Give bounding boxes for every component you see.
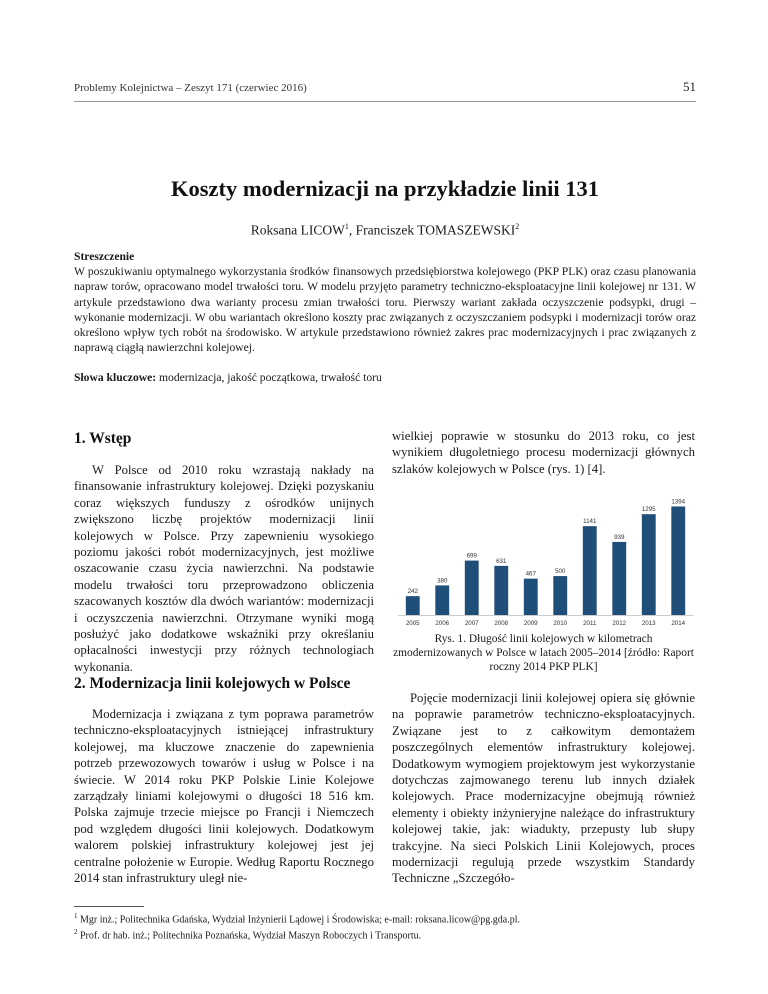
tick-label-2006: 2006 xyxy=(435,620,450,627)
tick-label-2014: 2014 xyxy=(671,620,686,627)
value-label-2013: 1295 xyxy=(641,506,656,514)
bar-2008 xyxy=(494,566,508,615)
section-1-heading: 1. Wstęp xyxy=(74,430,132,447)
authors xyxy=(74,222,696,239)
footnotes xyxy=(74,910,696,943)
footnote-1-text: Mgr inż.; Politechnika Gdańska, Wydział Inżynierii Lądowej i Środowiska; e-mail: roksana.licow@pg.gda.pl. xyxy=(77,914,520,926)
tick-label-2007: 2007 xyxy=(464,620,479,627)
section-2-heading: 2. Modernizacja linii kolejowych w Polsce xyxy=(74,675,351,692)
footnote-1-ref: 1 xyxy=(74,912,78,920)
keywords-text: modernizacja, jakość początkowa, trwałość toru xyxy=(156,371,382,384)
footnote-2-text: Prof. dr hab. inż.; Politechnika Poznańska, Wydział Maszyn Roboczych i Transportu. xyxy=(77,930,422,942)
value-label-2005: 242 xyxy=(407,588,418,596)
section-1-body xyxy=(74,462,374,675)
author-2-footnote-ref: 2 xyxy=(515,222,520,231)
value-label-2006: 380 xyxy=(437,577,448,585)
footnote-2 xyxy=(74,926,696,942)
tick-label-2011: 2011 xyxy=(583,620,597,627)
bar-2005 xyxy=(406,596,420,615)
header-rule xyxy=(74,101,696,102)
tick-label-2012: 2012 xyxy=(612,620,627,627)
running-header xyxy=(74,79,696,94)
value-label-2007: 699 xyxy=(466,552,477,560)
journal-name: Problemy Kolejnictwa – Zeszyt 171 (czerwiec 2016) xyxy=(74,82,307,94)
author-1: Roksana LICOW xyxy=(250,222,345,238)
value-label-2012: 939 xyxy=(614,533,625,541)
right-column-bottom xyxy=(392,690,695,887)
value-label-2014: 1394 xyxy=(671,498,686,506)
bar-2006 xyxy=(435,585,449,615)
section-1-paragraph: W Polsce od 2010 roku wzrastają nakłady na finansowanie infrastruktury kolejowej. Dzięki pozyskaniu coraz większych funduszy z ośrodków unijnych zwiększono liczbę projektów modernizacji linii kolejowych w Polsce. Przy zapewnieniu wysokiego poziomu jakości robót modernizacyjnych, jest możliwe oszacowanie czasu życia nawierzchni. Na podstawie modelu trwałości toru przeprowadzono obliczenia szacowanych kosztów dla dwóch wariantów: modernizacji i oczyszczenia nawierzchni. Otrzymane wyniki mogą posłużyć jako dodatkowe wskaźniki przy określaniu opłacalności inwestycji przy różnych technologiach wykonania. xyxy=(74,463,374,674)
value-label-2009: 467 xyxy=(525,570,536,578)
section-2-body xyxy=(74,706,374,886)
bar-2013 xyxy=(642,514,656,615)
bar-2007 xyxy=(465,561,479,615)
footnote-2-ref: 2 xyxy=(74,928,78,937)
bar-2009 xyxy=(524,579,538,615)
abstract-heading: Streszczenie xyxy=(74,250,135,263)
modernization-paragraph: Pojęcie modernizacji linii kolejowej opiera się głównie na poprawie parametrów techniczno-eksploatacyjnych. Związane jest to z całkowitym demontażem poszczególnych elementów infrastruktury kolejowej. Dodatkowym wymogiem projektowym jest wykorzystanie dotychczas zajmowanego terenu lub innych działek kolejowych. Prace modernizacyjne obejmują również elementy i obiekty inżynieryjne należące do infrastruktury kolejowej takie, jak: wiadukty, przepusty lub słupy trakcyjne. Na sieci Polskich Linii Kolejowych, proces modernizacji regulują przede wszystkim Standardy Techniczne „Szczegóło- xyxy=(392,691,695,886)
bar-2011 xyxy=(583,526,597,615)
tick-label-2008: 2008 xyxy=(494,620,509,627)
page-number: 51 xyxy=(683,79,696,94)
tick-label-2013: 2013 xyxy=(641,620,656,627)
continuation-paragraph: wielkiej poprawie w stosunku do 2013 roku, co jest wynikiem długoletniego procesu modernizacji głównych szlaków kolejowych w Polsce (rys. 1) [4]. xyxy=(392,429,695,476)
abstract-text: W poszukiwaniu optymalnego wykorzystania środków finansowych przedsiębiorstwa kolejowego (PKP PLK) oraz czasu planowania napraw torów, opracowano model trwałości toru. W modelu przyjęto parametry techniczno-eksploatacyjne linii kolejowej nr 131. W artykule przedstawiono dwa warianty procesu zmian trwałości toru. Pierwszy wariant zakłada oczyszczenie podsypki, drugi – wykonanie modernizacji. W obu wariantach określono koszty prac związanych z oczyszczaniem podsypki i modernizacji torów oraz określono wpływ tych robót na środowisko. W artykule przedstawiono również zakres prac modernizacyjnych i prac związanych z naprawą ciągłą nawierzchni kolejowej. xyxy=(74,265,696,355)
value-label-2008: 631 xyxy=(496,557,507,565)
value-label-2011: 1141 xyxy=(583,518,597,526)
bar-2010 xyxy=(553,576,567,615)
keywords xyxy=(74,371,696,384)
abstract xyxy=(74,249,696,355)
bar-2014 xyxy=(671,506,685,615)
figure-caption: Rys. 1. Długość linii kolejowych w kilometrach zmodernizowanych w Polsce w latach 2005–2014 [źródło: Raport roczny 2014 PKP PLK] xyxy=(393,633,694,673)
right-column-top xyxy=(392,428,695,477)
bar-2012 xyxy=(612,542,626,615)
tick-label-2009: 2009 xyxy=(523,620,538,627)
value-label-2010: 500 xyxy=(555,568,566,576)
author-2: Franciszek TOMASZEWSKI xyxy=(355,222,516,238)
footnote-rule xyxy=(74,906,144,907)
author-1-footnote-ref: 1 xyxy=(344,222,349,231)
keywords-label: Słowa kluczowe: xyxy=(74,371,157,384)
article-title: Koszty modernizacji na przykładzie linii 131 xyxy=(170,176,600,201)
footnote-1 xyxy=(74,910,696,926)
tick-label-2010: 2010 xyxy=(553,620,568,627)
section-2-paragraph: Modernizacja i związana z tym poprawa parametrów techniczno-eksploatacyjnych istniejącej infrastruktury kolejowej, ma kluczowe znaczenie do zapewnienia potrzeb przewozowych towarów i usług w Polsce i na świecie. W 2014 roku PKP Polskie Linie Kolejowe zarządzały liniami kolejowymi o długości 18 516 km. Polska zajmuje trzecie miejsce po Francji i Niemczech pod względem długości linii kolejowych. Dodatkowym walorem polskiej infrastruktury kolejowej jest jej centralne położenie w Europie. Według Raportu Rocznego 2014 stan infrastruktury uległ nie- xyxy=(74,707,374,886)
modernization-bar-chart xyxy=(392,492,695,629)
author-separator: , xyxy=(348,222,356,238)
tick-label-2005: 2005 xyxy=(405,620,420,627)
